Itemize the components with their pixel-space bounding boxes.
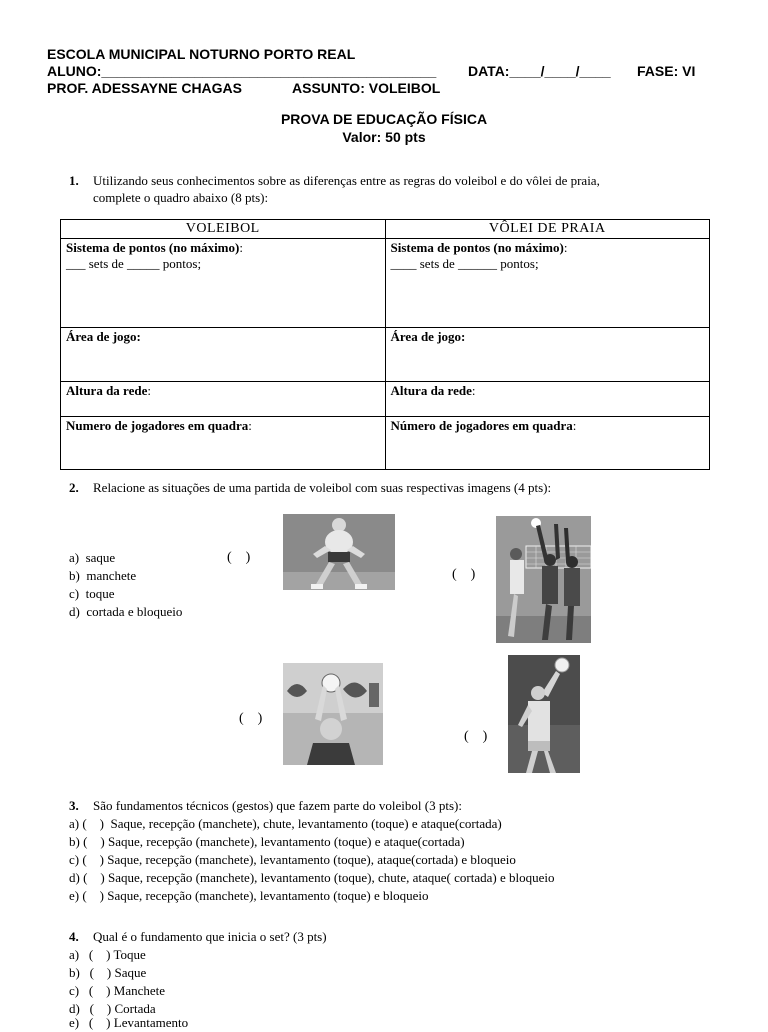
volleyball-player-image	[283, 514, 395, 590]
q4-option-c[interactable]: c) ( ) Manchete	[69, 983, 166, 998]
q2-answer-blank-1[interactable]: ( )	[227, 550, 251, 565]
q2-option-b: b) manchete	[69, 568, 137, 583]
exam-title: PROVA DE EDUCAÇÃO FÍSICA	[280, 111, 488, 127]
q2-text: Relacione as situações de uma partida de voleibol com suas respectivas imagens (4 pts):	[93, 480, 552, 495]
phase-label: FASE: VI	[637, 63, 696, 79]
col-header-voleibol: VOLEIBOL	[61, 220, 386, 239]
photo-toque	[283, 663, 383, 765]
q3-option-d[interactable]: d) ( ) Saque, recepção (manchete), levantamento (toque), chute, ataque( cortada) e bloqueio	[69, 870, 555, 885]
col-header-volei-praia: VÔLEI DE PRAIA	[385, 220, 710, 239]
teacher-name: PROF. ADESSAYNE CHAGAS	[47, 80, 243, 96]
volleyball-serve-image	[508, 655, 580, 773]
cell-label: Altura da rede	[390, 383, 472, 398]
q3-option-c[interactable]: c) ( ) Saque, recepção (manchete), levantamento (toque), ataque(cortada) e bloqueio	[69, 852, 516, 867]
q3-option-b[interactable]: b) ( ) Saque, recepção (manchete), levantamento (toque) e ataque(cortada)	[69, 834, 465, 849]
cell-label: Numero de jogadores em quadra	[66, 418, 249, 433]
cell-label-suffix: :	[248, 418, 252, 433]
q2-answer-blank-3[interactable]: ( )	[239, 711, 263, 726]
q1-text: Utilizando seus conhecimentos sobre as diferenças entre as regras do voleibol e do vôlei de praia,	[93, 173, 600, 188]
cell-label: Área de jogo:	[66, 329, 141, 344]
cell-area-voleibol[interactable]	[61, 328, 386, 382]
cell-label-suffix: :	[239, 240, 243, 255]
cell-net-height-volei-praia[interactable]	[385, 382, 710, 417]
q2-option-c: c) toque	[69, 586, 115, 601]
points-blank[interactable]: ____ sets de ______ pontos;	[390, 256, 539, 271]
photo-saque	[508, 655, 580, 773]
q3-text: São fundamentos técnicos (gestos) que fazem parte do voleibol (3 pts):	[93, 798, 462, 813]
rules-comparison-table	[60, 219, 710, 470]
q3-number: 3.	[69, 798, 79, 813]
cell-label-suffix: :	[471, 383, 476, 398]
cell-label: Número de jogadores em quadra	[390, 418, 573, 433]
q2-option-a: a) saque	[69, 550, 116, 565]
cell-points-voleibol[interactable]	[61, 239, 386, 328]
cell-label: Área de jogo:	[390, 329, 466, 344]
q4-option-a[interactable]: a) ( ) Toque	[69, 947, 146, 962]
q2-number: 2.	[69, 480, 79, 495]
q1-number: 1.	[69, 173, 79, 188]
q4-option-d[interactable]: d) ( ) Cortada	[69, 1001, 156, 1016]
cell-label: Sistema de pontos (no máximo)	[66, 240, 240, 255]
q4-option-e[interactable]: e) ( ) Levantamento	[69, 1015, 189, 1030]
q1-text-cont: complete o quadro abaixo (8 pts):	[93, 190, 269, 205]
school-name: ESCOLA MUNICIPAL NOTURNO PORTO REAL	[47, 46, 356, 62]
photo-cortada-bloqueio	[496, 516, 591, 643]
cell-players-volei-praia[interactable]	[385, 417, 710, 470]
cell-label-suffix: :	[563, 240, 568, 255]
date-field[interactable]: DATA:____/____/____	[468, 63, 611, 79]
cell-area-volei-praia[interactable]	[385, 328, 710, 382]
cell-points-volei-praia[interactable]	[385, 239, 710, 328]
q4-text: Qual é o fundamento que inicia o set? (3 pts)	[93, 929, 327, 944]
cell-net-height-voleibol[interactable]	[61, 382, 386, 417]
q4-option-b[interactable]: b) ( ) Saque	[69, 965, 147, 980]
exam-value: Valor: 50 pts	[342, 129, 426, 145]
volleyball-setter-image	[283, 663, 383, 765]
photo-manchete	[283, 514, 395, 590]
cell-label: Sistema de pontos (no máximo)	[390, 240, 564, 255]
cell-label: Altura da rede	[66, 383, 148, 398]
cell-players-voleibol[interactable]	[61, 417, 386, 470]
subject-label: ASSUNTO: VOLEIBOL	[292, 80, 441, 96]
q2-answer-blank-2[interactable]: ( )	[452, 567, 476, 582]
cell-label-suffix: :	[147, 383, 151, 398]
q4-number: 4.	[69, 929, 79, 944]
student-name-field[interactable]: ALUNO:___________________________________________	[47, 63, 437, 79]
q2-option-d: d) cortada e bloqueio	[69, 604, 183, 619]
volleyball-net-image	[496, 516, 591, 643]
cell-label-suffix: :	[572, 418, 577, 433]
q3-option-a[interactable]: a) ( ) Saque, recepção (manchete), chute, levantamento (toque) e ataque(cortada)	[69, 816, 502, 831]
q3-option-e[interactable]: e) ( ) Saque, recepção (manchete), levantamento (toque) e bloqueio	[69, 888, 429, 903]
points-blank[interactable]: ___ sets de _____ pontos;	[66, 256, 202, 271]
q2-answer-blank-4[interactable]: ( )	[464, 729, 488, 744]
